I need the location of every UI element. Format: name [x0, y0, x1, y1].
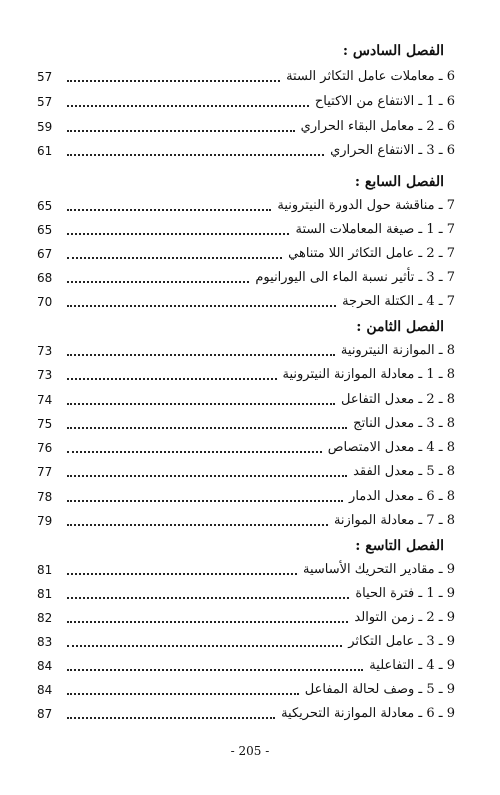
toc-entry	[37, 488, 455, 506]
entry-title: 8 ـ 6 ـ معدل الدمار	[349, 489, 455, 504]
toc-entry	[37, 221, 455, 239]
leader-dots	[67, 451, 322, 453]
entry-title: 9 ـ 5 ـ وصف لحالة المفاعل	[304, 682, 455, 697]
page-number: 57	[37, 95, 53, 109]
leader-dots	[67, 573, 297, 575]
toc-entry	[37, 68, 455, 86]
leader-dots	[67, 475, 347, 477]
page-number: 73	[37, 344, 53, 358]
toc-entry	[37, 681, 455, 699]
toc-entry	[37, 415, 455, 433]
entry-title: 6 ـ 3 ـ الانتفاع الحراري	[330, 143, 455, 158]
toc-entry	[37, 512, 455, 530]
page-number: 57	[37, 70, 53, 84]
toc-entry	[37, 366, 455, 384]
leader-dots	[67, 354, 335, 356]
entry-title: 9 ـ 2 ـ زمن التوالد	[354, 610, 455, 625]
chapter-heading: الفصل السادس :	[342, 43, 444, 59]
page-number: 78	[37, 490, 53, 504]
chapter-heading: الفصل التاسع :	[355, 538, 444, 554]
page-number: 59	[37, 120, 53, 134]
page-number: 81	[37, 587, 53, 601]
leader-dots	[67, 257, 282, 259]
leader-dots	[67, 427, 347, 429]
leader-dots	[67, 281, 249, 283]
entry-title: 6 ـ 1 ـ الانتفاع من الاكتياح	[314, 94, 455, 109]
page-number: 84	[37, 659, 53, 673]
toc-entry	[37, 585, 455, 603]
leader-dots	[67, 233, 289, 235]
entry-title: 9 ـ 4 ـ التفاعلية	[369, 658, 455, 673]
entry-title: 9 ـ 3 ـ عامل التكاثر	[348, 634, 455, 649]
toc-entry	[37, 705, 455, 723]
leader-dots	[67, 209, 271, 211]
leader-dots	[67, 693, 299, 695]
page-number: 70	[37, 295, 53, 309]
entry-title: 7 ـ 4 ـ الكتلة الحرجة	[342, 294, 455, 309]
toc-entry	[37, 142, 455, 160]
page-number: 76	[37, 441, 53, 455]
leader-dots	[67, 305, 336, 307]
page-number: 65	[37, 223, 53, 237]
page-number: 67	[37, 247, 53, 261]
entry-title: 8 ـ الموازنة النيترونية	[340, 343, 455, 358]
page-number: 84	[37, 683, 53, 697]
page-number: 68	[37, 271, 53, 285]
entry-title: 8 ـ 4 ـ معدل الامتصاص	[327, 440, 455, 455]
entry-title: 8 ـ 2 ـ معدل التفاعل	[341, 392, 455, 407]
page-number: 61	[37, 144, 53, 158]
leader-dots	[67, 154, 324, 156]
toc-entry	[37, 657, 455, 675]
chapter-heading: الفصل الثامن :	[356, 319, 444, 335]
leader-dots	[67, 105, 309, 107]
leader-dots	[67, 524, 328, 526]
entry-title: 8 ـ 5 ـ معدل الفقد	[353, 464, 455, 479]
leader-dots	[67, 597, 349, 599]
page-number: 74	[37, 393, 53, 407]
page-number: 73	[37, 368, 53, 382]
entry-title: 6 ـ معاملات عامل التكاثر الستة	[286, 69, 455, 84]
page-number: 79	[37, 514, 53, 528]
entry-title: 7 ـ 2 ـ عامل التكاثر اللا متناهي	[288, 246, 455, 261]
page-number: 65	[37, 199, 53, 213]
leader-dots	[67, 717, 275, 719]
toc-entry	[37, 609, 455, 627]
page-number: 75	[37, 417, 53, 431]
toc-entry	[37, 197, 455, 215]
toc-entry	[37, 463, 455, 481]
leader-dots	[67, 403, 335, 405]
leader-dots	[67, 500, 343, 502]
entry-title: 7 ـ مناقشة حول الدورة النيترونية	[277, 198, 455, 213]
leader-dots	[67, 80, 280, 82]
page-number: 82	[37, 611, 53, 625]
toc-entry	[37, 561, 455, 579]
leader-dots	[67, 621, 348, 623]
toc-entry	[37, 269, 455, 287]
entry-title: 7 ـ 3 ـ تأثير نسبة الماء الى اليورانيوم	[255, 270, 455, 285]
page-number: 81	[37, 563, 53, 577]
toc-entry	[37, 293, 455, 311]
toc-entry	[37, 342, 455, 360]
page-number: 83	[37, 635, 53, 649]
page-number: 87	[37, 707, 53, 721]
leader-dots	[67, 378, 277, 380]
chapter-heading: الفصل السابع :	[354, 174, 444, 190]
entry-title: 8 ـ 1 ـ معادلة الموازنة النيترونية	[282, 367, 455, 382]
toc-entry	[37, 633, 455, 651]
leader-dots	[67, 645, 342, 647]
entry-title: 7 ـ 1 ـ صيغة المعاملات الستة	[295, 222, 455, 237]
entry-title: 9 ـ مقادير التحريك الأساسية	[303, 562, 455, 577]
entry-title: 9 ـ 6 ـ معادلة الموازنة التحريكية	[281, 706, 455, 721]
toc-entry	[37, 439, 455, 457]
leader-dots	[67, 669, 363, 671]
entry-title: 8 ـ 7 ـ معادلة الموازنة	[333, 513, 455, 528]
leader-dots	[67, 130, 295, 132]
page-number: 77	[37, 465, 53, 479]
toc-entry	[37, 391, 455, 409]
toc-entry	[37, 93, 455, 111]
entry-title: 8 ـ 3 ـ معدل الناتج	[353, 416, 455, 431]
entry-title: 6 ـ 2 ـ معامل البقاء الحراري	[300, 119, 455, 134]
page-footer-number: - 205 -	[230, 744, 270, 758]
entry-title: 9 ـ 1 ـ فترة الحياة	[355, 586, 455, 601]
toc-entry	[37, 245, 455, 263]
toc-entry	[37, 118, 455, 136]
